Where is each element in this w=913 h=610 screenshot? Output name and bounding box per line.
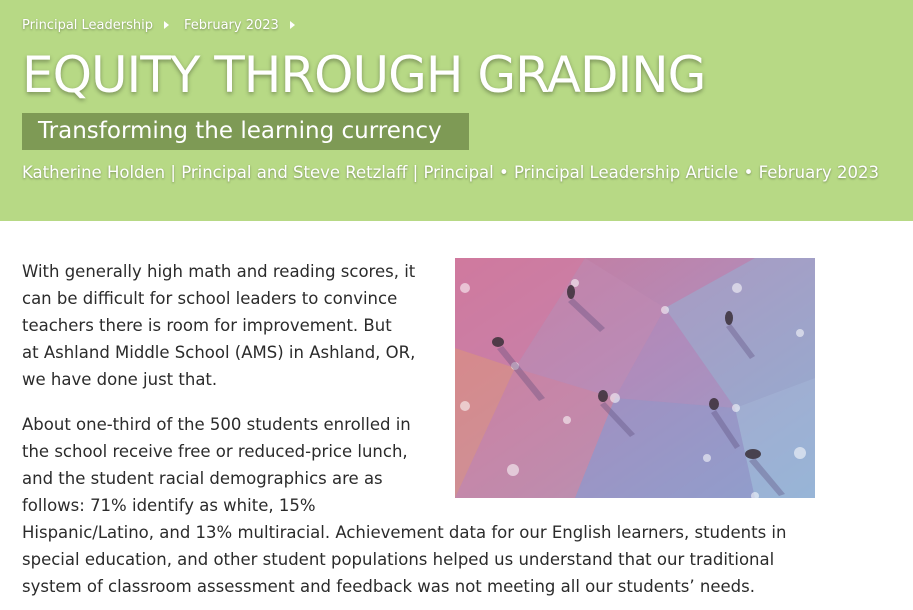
article-hero [0, 0, 913, 221]
breadcrumb-item-february-2023[interactable]: February 2023 [183, 17, 279, 33]
article-paragraph-1 [22, 258, 415, 393]
paragraph-line: and the student racial demographics are as [22, 469, 383, 488]
author-role: Principal [181, 163, 252, 182]
paragraph-line: system of classroom assessment and feedback was not meeting all our students’ needs. [22, 577, 755, 596]
chevron-right-icon [164, 21, 169, 29]
paragraph-line: the school receive free or reduced-price lunch, [22, 442, 408, 461]
paragraph-line: we have done just that. [22, 370, 218, 389]
byline-separator: | [407, 163, 424, 182]
paragraph-line: About one-third of the 500 students enrolled in [22, 415, 411, 434]
paragraph-line: can be difficult for school leaders to convince [22, 289, 398, 308]
author-name: Katherine Holden [22, 163, 166, 182]
article-byline [22, 160, 902, 186]
byline-bullet: • [493, 163, 514, 182]
byline-bullet: • [738, 163, 759, 182]
page-subtitle: Transforming the learning currency [22, 113, 469, 150]
byline-separator: | [165, 163, 182, 182]
article-paragraph-2 [22, 411, 786, 600]
paragraph-line: teachers there is room for improvement. But [22, 316, 392, 335]
paragraph-line: With generally high math and reading scores, it [22, 262, 416, 281]
paragraph-line: at Ashland Middle School (AMS) in Ashland, OR, [22, 343, 416, 362]
paragraph-line: Hispanic/Latino, and 13% multiracial. Achievement data for our English learners, students in [22, 523, 787, 542]
paragraph-line: follows: 71% identify as white, 15% [22, 496, 316, 515]
chevron-right-icon [290, 21, 295, 29]
article-date: February 2023 [758, 163, 879, 182]
byline-and: and [251, 163, 294, 182]
breadcrumb-item-principal-leadership[interactable]: Principal Leadership [22, 17, 153, 33]
article-type: Principal Leadership Article [513, 163, 739, 182]
page-title: EQUITY THROUGH GRADING [22, 46, 706, 104]
breadcrumb [22, 15, 310, 35]
paragraph-line: special education, and other student populations helped us understand that our traditional [22, 550, 775, 569]
author-role: Principal [423, 163, 494, 182]
author-name: Steve Retzlaff [293, 163, 408, 182]
